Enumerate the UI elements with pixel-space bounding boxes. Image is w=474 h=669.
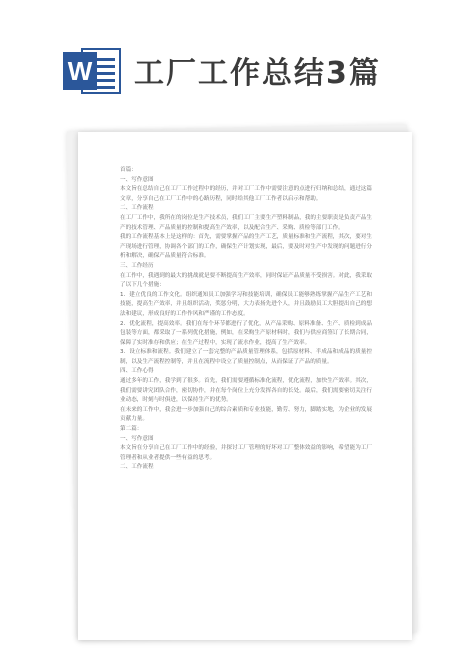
header [0,0,474,140]
document-paragraph: 2．优化流程，提高效率。我们在每个环节都进行了优化，从产品采购、原料准备、生产、质检到成品包装等方面，都采取了一系列优化措施，例如，在采购生产原材料时，我们与供应商签订了长期合同，保障了实时准存和供应；在生产过程中，实现了流水作业，提高了生产效率。 [120,320,372,346]
document-paragraph: 二、工作流程 [120,464,154,471]
document-paragraph: 在工厂工作中，我所在的岗位是生产技术员，我们工厂主要生产塑料制品，我的主要职责是负责产品生产的技术管理、产品质量的控制和提高生产效率，以及配合生产、采购、质检等部门工作。 [120,214,372,231]
document-paragraph: 本文旨在总结自己在工厂工作过程中的经历，并对工厂工作中需要注意的点进行归纳和总结，通过这篇文章，分享自己在工厂工作中的心路历程，同时给其他工厂工作者以启示和帮助。 [120,186,372,202]
word-badge: W [63,52,97,90]
document-paragraph: 本文旨在分享自己在工厂工作中的经验，并探讨工厂管理的好坏对工厂整体效益的影响，希望能为工厂管理者和从业者提供一些有益的思考。 [120,445,372,461]
document-paragraph: 在工作中，我遇到的最大的挑战就是要不断提高生产效率，同时保证产品质量不受损害。对此，我采取了以下几个措施： [120,272,372,289]
document-page [78,132,412,640]
document-paragraph: 二、工作流程 [120,205,154,212]
document-paragraph: 四、工作心得 [120,368,154,375]
document-paragraph: 在未来的工作中，我会进一步加强自己的综合素质和专业技能，勤劳、努力，脚踏实地，为企业的发展贡献力量。 [120,406,372,423]
document-paragraph: 我的工作流程基本上是这样的：首先，需要掌握产品的生产工艺，质量标准和生产流程，其次，要对生产现场进行管理，协调各个部门的工作，确保生产计划实现，最后，要及时对生产中发现的问题进行分析和解决，确保产品质量符合标准。 [120,234,372,260]
page-title: 工厂工作总结3篇 [134,56,381,91]
document-paragraph: 通过多年的工作，我学到了很多。首先，我们需要遵循标准化流程，优化流程，加快生产效率。其次，我们需要讲究团队合作，密切协作，并在每个岗位上充分发挥各自的长处。最后，我们需要密切关注行业动态，时刻与时俱进，以保持生产的优势。 [120,378,372,404]
document-body [120,166,372,473]
document-paragraph: 一、写作意图 [120,435,154,442]
document-paragraph: 一、写作意图 [120,176,154,183]
word-document-icon [63,46,125,96]
document-paragraph: 第二篇： [120,426,143,433]
document-paragraph: 1．建立优良的工作文化。组织通知员工加强学习和技能培训，确保员工能够熟练掌握产品生产工艺和技能，提高生产效率，并且组织活动，奖惩分明，大力表扬先进个人，并且鼓励员工大胆提出自己的想法和建议，形成良好的工作作风和严谨的工作态度。 [120,291,372,317]
document-paragraph: 三、工作经历 [120,262,154,269]
document-paragraph: 首篇： [120,167,137,173]
document-paragraph: 3．设立标准和流程。我们建立了一套完整的产品质量管理体系，包括原材料、半成品和成品的质量控制，以及生产流程控制等，并且在流程中设立了质量控制点，从而保证了产品的质量。 [120,349,372,365]
